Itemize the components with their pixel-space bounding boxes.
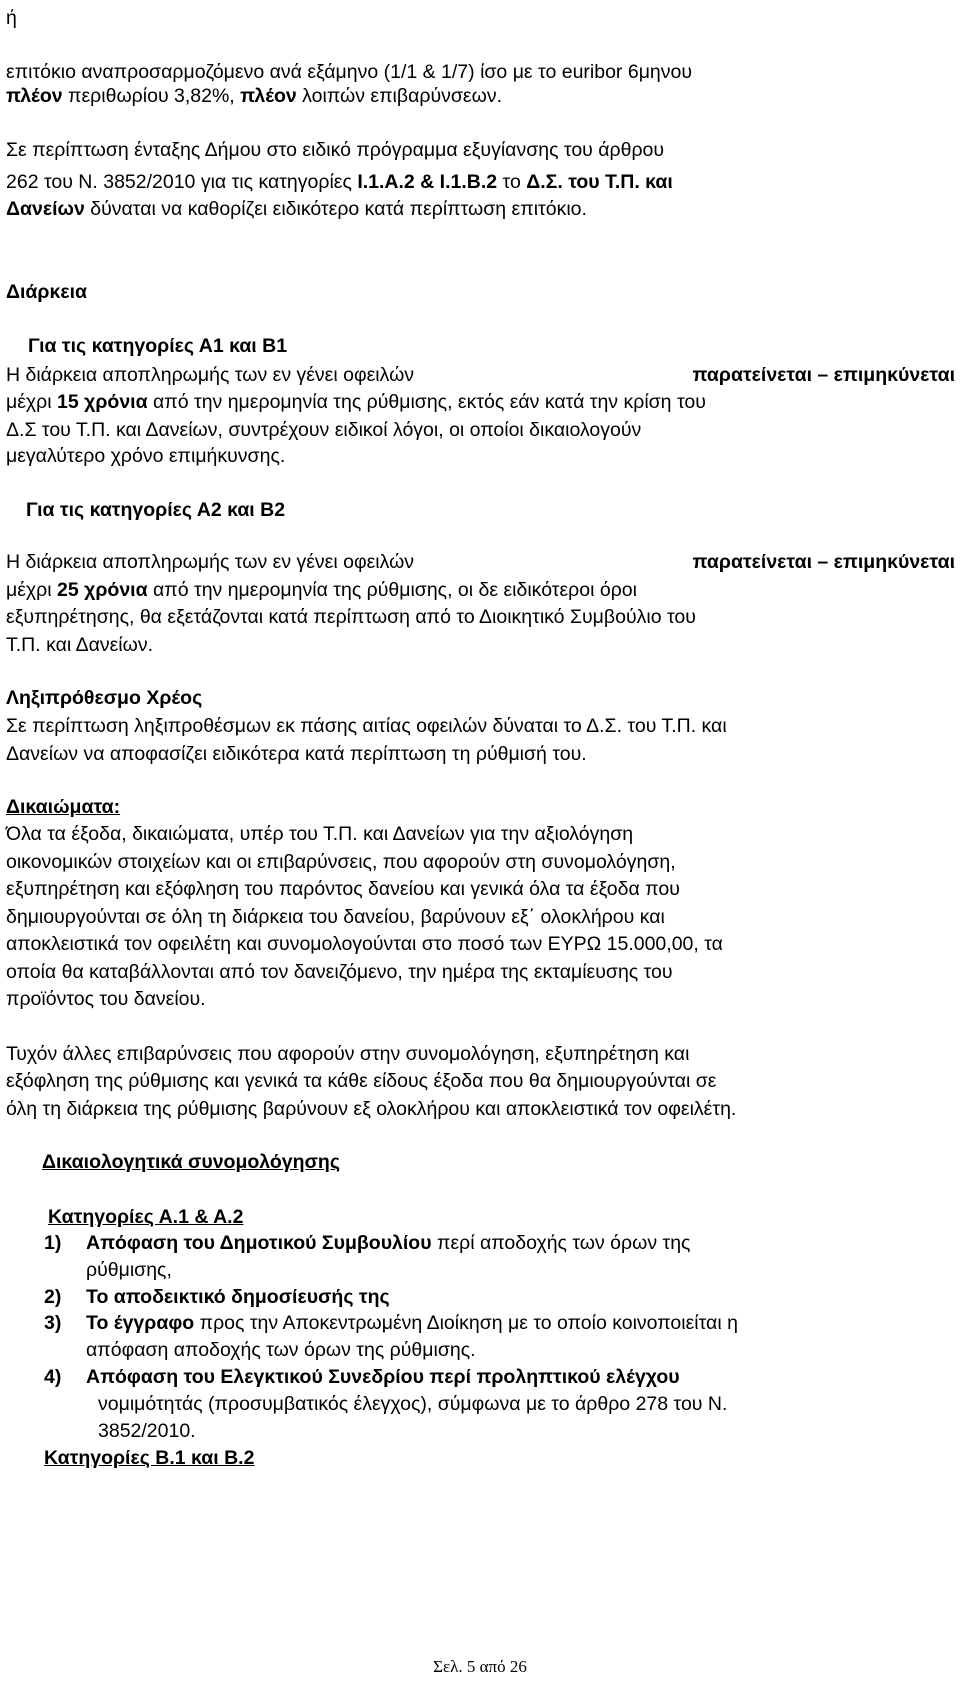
doc-item-2: 2) Το αποδεικτικό δημοσίευσής της — [44, 1286, 390, 1308]
special-line-1: Σε περίπτωση ένταξης Δήμου στο ειδικό πρόγραμμα εξυγίανσης του άρθρου — [6, 139, 665, 161]
page-number: Σελ. 5 από 26 — [433, 1657, 527, 1676]
fees-line-6: οποία θα καταβάλλονται από τον δανειζόμενο, την ημέρα της εκταμίευσης του — [6, 961, 673, 983]
overdue-heading: Ληξιπρόθεσμο Χρέος — [6, 687, 203, 709]
fees-p2-line-3: όλη τη διάρκεια της ρύθμισης βαρύνουν εξ ολοκλήρου και αποκλειστικά τον οφειλέτη. — [6, 1098, 737, 1120]
fees-line-3: εξυπηρέτηση και εξόφληση του παρόντος δανείου και γενικά όλα τα έξοδα που — [6, 878, 680, 900]
fees-heading: Δικαιώματα: — [6, 796, 121, 818]
doc-item-4-line-2: νομιμότητάς (προσυμβατικός έλεγχος), σύμφωνα με το άρθρο 278 του Ν. — [98, 1393, 728, 1415]
overdue-line-2: Δανείων να αποφασίζει ειδικότερα κατά περίπτωση τη ρύθμισή του. — [6, 743, 587, 765]
a1b1-line-3: Δ.Σ του Τ.Π. και Δανείων, συντρέχουν ειδικοί λόγοι, οι οποίοι δικαιολογούν — [6, 419, 642, 441]
overdue-line-1: Σε περίπτωση ληξιπροθέσμων εκ πάσης αιτίας οφειλών δύναται το Δ.Σ. του Τ.Π. και — [6, 715, 727, 737]
top-fragment: ή — [6, 7, 17, 29]
fees-line-7: προϊόντος του δανείου. — [6, 988, 206, 1010]
doc-item-4-line-3: 3852/2010. — [98, 1420, 196, 1442]
a1b1-line-2: μέχρι 15 χρόνια από την ημερομηνία της ρύθμισης, εκτός εάν κατά την κρίση του — [6, 391, 706, 413]
category-a-heading: Κατηγορίες Α.1 & Α.2 — [48, 1206, 244, 1228]
intro-line-2: πλέον περιθωρίου 3,82%, πλέον λοιπών επιβαρύνσεων. — [6, 85, 502, 107]
special-line-2: 262 του Ν. 3852/2010 για τις κατηγορίες Ι.1.Α.2 & Ι.1.Β.2 το Δ.Σ. του Τ.Π. και — [6, 171, 673, 193]
fees-line-2: οικονομικών στοιχείων και οι επιβαρύνσεις, που αφορούν στη συνομολόγηση, — [6, 851, 676, 873]
doc-item-3: 3) Το έγγραφο προς την Αποκεντρωμένη Διοίκηση με το οποίο κοινοποιείται η — [44, 1312, 738, 1334]
a2b2-line-4: Τ.Π. και Δανείων. — [6, 634, 154, 656]
a1b1-line-4: μεγαλύτερο χρόνο επιμήκυνσης. — [6, 445, 286, 467]
intro-line-1: επιτόκιο αναπροσαρμοζόμενο ανά εξάμηνο (1/1 & 1/7) ίσο με το euribor 6μηνου — [6, 61, 693, 83]
doc-item-4: 4) Απόφαση του Ελεγκτικού Συνεδρίου περί προληπτικού ελέγχου — [44, 1366, 680, 1388]
fees-p2-line-1: Τυχόν άλλες επιβαρύνσεις που αφορούν στην συνομολόγηση, εξυπηρέτηση και — [6, 1043, 690, 1065]
duration-heading: Διάρκεια — [6, 281, 88, 303]
a2b2-line-3: εξυπηρέτησης, θα εξετάζονται κατά περίπτωση από το Διοικητικό Συμβούλιο του — [6, 606, 696, 628]
fees-line-4: δημιουργούνται σε όλη τη διάρκεια του δανείου, βαρύνουν εξ΄ ολοκλήρου και — [6, 906, 665, 928]
fees-line-1: Όλα τα έξοδα, δικαιώματα, υπέρ του Τ.Π. και Δανείων για την αξιολόγηση — [6, 823, 634, 845]
a2b2-line-2: μέχρι 25 χρόνια από την ημερομηνία της ρύθμισης, οι δε ειδικότεροι όροι — [6, 579, 637, 601]
doc-item-1: 1) Απόφαση του Δημοτικού Συμβουλίου περί αποδοχής των όρων της — [44, 1232, 691, 1254]
fees-p2-line-2: εξόφληση της ρύθμισης και γενικά τα κάθε είδους έξοδα που θα δημιουργούνται σε — [6, 1070, 717, 1092]
doc-item-3-line-2: απόφαση αποδοχής των όρων της ρύθμισης. — [86, 1339, 476, 1361]
special-line-3: Δανείων δύναται να καθορίζει ειδικότερο κατά περίπτωση επιτόκιο. — [6, 198, 587, 220]
a2b2-line-1: Η διάρκεια αποπληρωμής των εν γένει οφειλών παρατείνεται – επιμηκύνεται — [6, 551, 955, 573]
a1b1-line-1: Η διάρκεια αποπληρωμής των εν γένει οφειλών παρατείνεται – επιμηκύνεται — [6, 364, 955, 386]
doc-item-1-line-2: ρύθμισης, — [86, 1259, 172, 1281]
category-b-heading: Κατηγορίες Β.1 και Β.2 — [44, 1447, 255, 1469]
docs-heading: Δικαιολογητικά συνομολόγησης — [42, 1151, 340, 1173]
fees-line-5: αποκλειστικά τον οφειλέτη και συνομολογούνται στο ποσό των ΕΥΡΩ 15.000,00, τα — [6, 933, 723, 955]
a2b2-heading: Για τις κατηγορίες Α2 και Β2 — [26, 499, 286, 521]
a1b1-heading: Για τις κατηγορίες Α1 και Β1 — [28, 335, 288, 357]
